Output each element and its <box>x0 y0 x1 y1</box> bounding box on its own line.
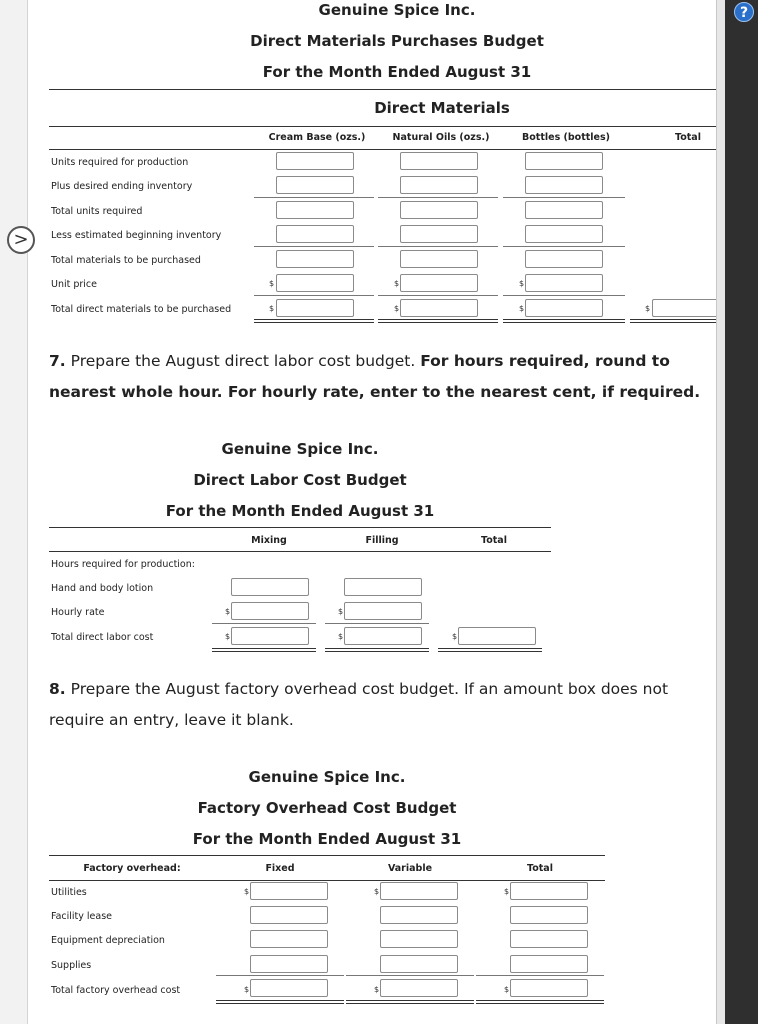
question-7-text: Prepare the August direct labor cost budget. <box>65 352 421 370</box>
row-desired-ending-inventory: Plus desired ending inventory <box>51 181 193 192</box>
filling-total-cost-input[interactable] <box>344 627 422 645</box>
labor-company-title: Genuine Spice Inc. <box>221 440 379 458</box>
cream-base-unit-price-input[interactable] <box>276 274 354 292</box>
overhead-budget-title: Factory Overhead Cost Budget <box>197 799 457 817</box>
cream-base-double-rule <box>254 319 374 323</box>
row-total-factory-overhead: Total factory overhead cost <box>51 985 181 996</box>
labor-grand-total-dollar: $ <box>452 632 458 641</box>
natural-oils-subtotal-rule-2 <box>378 246 498 247</box>
total-equipment-depreciation-input[interactable] <box>510 930 588 948</box>
natural-oils-total-units-input[interactable] <box>400 201 478 219</box>
bottles-unit-price-input[interactable] <box>525 274 603 292</box>
col-overhead-total: Total <box>527 863 553 874</box>
filling-double-rule <box>325 648 429 652</box>
row-hours-required: Hours required for production: <box>51 559 195 570</box>
cream-base-beginning-inventory-input[interactable] <box>276 225 354 243</box>
col-mixing: Mixing <box>251 535 287 546</box>
left-frame <box>0 0 28 1024</box>
overhead-grand-total-input[interactable] <box>510 979 588 997</box>
row-total-direct-labor: Total direct labor cost <box>51 632 154 643</box>
bottles-total-dollar: $ <box>519 304 525 313</box>
fixed-total-dollar: $ <box>244 985 250 994</box>
mixing-hourly-rate-input[interactable] <box>231 602 309 620</box>
overhead-grand-total-dollar: $ <box>504 985 510 994</box>
bottles-subtotal-rule-2 <box>503 246 625 247</box>
variable-equipment-depreciation-input[interactable] <box>380 930 458 948</box>
variable-double-rule <box>346 1000 474 1004</box>
direct-materials-group-header: Direct Materials <box>374 99 510 117</box>
natural-oils-unit-price-input[interactable] <box>400 274 478 292</box>
natural-oils-total-dollar: $ <box>394 304 400 313</box>
overhead-columns-rule <box>49 880 605 881</box>
materials-budget-title: Direct Materials Purchases Budget <box>250 32 544 50</box>
labor-columns-rule <box>49 551 551 552</box>
labor-grand-total-input[interactable] <box>458 627 536 645</box>
fixed-equipment-depreciation-input[interactable] <box>250 930 328 948</box>
variable-total-dollar: $ <box>374 985 380 994</box>
grand-total-double-rule <box>630 319 716 323</box>
col-cream-base: Cream Base (ozs.) <box>268 132 366 143</box>
cream-base-subtotal-rule-2 <box>254 246 374 247</box>
variable-utilities-dollar: $ <box>374 887 380 896</box>
cream-base-units-required-input[interactable] <box>276 152 354 170</box>
cream-base-unit-price-dollar: $ <box>269 279 275 288</box>
bottles-unit-price-dollar: $ <box>519 279 525 288</box>
natural-oils-ending-inventory-input[interactable] <box>400 176 478 194</box>
mixing-total-dollar: $ <box>225 632 231 641</box>
labor-budget-title: Direct Labor Cost Budget <box>193 471 407 489</box>
row-total-units-required: Total units required <box>51 206 143 217</box>
mixing-total-rule <box>212 623 316 624</box>
natural-oils-materials-purchased-input[interactable] <box>400 250 478 268</box>
labor-grand-total-double-rule <box>438 648 542 652</box>
fixed-facility-lease-input[interactable] <box>250 906 328 924</box>
mixing-double-rule <box>212 648 316 652</box>
materials-top-rule <box>49 89 716 90</box>
total-utilities-dollar: $ <box>504 887 510 896</box>
materials-company-title: Genuine Spice Inc. <box>318 1 476 19</box>
question-7-instructions <box>49 346 709 408</box>
fixed-double-rule <box>216 1000 344 1004</box>
col-total: Total <box>675 132 701 143</box>
total-utilities-input[interactable] <box>510 882 588 900</box>
filling-total-rule <box>325 623 429 624</box>
row-total-direct-materials: Total direct materials to be purchased <box>51 304 232 315</box>
cream-base-total-units-input[interactable] <box>276 201 354 219</box>
materials-header-rule <box>49 126 716 127</box>
natural-oils-unit-price-dollar: $ <box>394 279 400 288</box>
materials-columns-rule <box>49 149 716 150</box>
fixed-supplies-input[interactable] <box>250 955 328 973</box>
col-factory-overhead: Factory overhead: <box>83 863 181 874</box>
row-unit-price: Unit price <box>51 279 98 290</box>
cream-base-ending-inventory-input[interactable] <box>276 176 354 194</box>
variable-utilities-input[interactable] <box>380 882 458 900</box>
bottles-beginning-inventory-input[interactable] <box>525 225 603 243</box>
question-8-instructions <box>49 674 709 736</box>
filling-rate-dollar: $ <box>338 607 344 616</box>
overhead-grand-total-double-rule <box>476 1000 604 1004</box>
labor-period-title: For the Month Ended August 31 <box>165 502 435 520</box>
row-beginning-inventory: Less estimated beginning inventory <box>51 230 222 241</box>
question-8-number: 8. <box>49 680 66 698</box>
bottles-units-required-input[interactable] <box>525 152 603 170</box>
bottles-ending-inventory-input[interactable] <box>525 176 603 194</box>
mixing-rate-dollar: $ <box>225 607 231 616</box>
filling-total-dollar: $ <box>338 632 344 641</box>
natural-oils-double-rule <box>378 319 498 323</box>
cream-base-total-rule <box>254 295 374 296</box>
row-materials-to-purchase: Total materials to be purchased <box>51 255 201 266</box>
materials-period-title: For the Month Ended August 31 <box>262 63 532 81</box>
col-natural-oils: Natural Oils (ozs.) <box>392 132 490 143</box>
col-labor-total: Total <box>481 535 507 546</box>
expand-panel-arrow-icon[interactable]: > <box>7 226 35 254</box>
question-7-rounding-note: For hours required, round to nearest whole hour. For hourly rate, enter to the nearest cent, if required. <box>49 352 701 401</box>
natural-oils-total-rule <box>378 295 498 296</box>
row-units-required: Units required for production <box>51 157 189 168</box>
overhead-grand-total-rule <box>476 975 604 976</box>
col-variable: Variable <box>387 863 433 874</box>
fixed-utilities-dollar: $ <box>244 887 250 896</box>
question-7-number: 7. <box>49 352 66 370</box>
natural-oils-beginning-inventory-input[interactable] <box>400 225 478 243</box>
overhead-company-title: Genuine Spice Inc. <box>248 768 406 786</box>
col-bottles: Bottles (bottles) <box>522 132 610 143</box>
row-utilities: Utilities <box>51 887 87 898</box>
bottles-materials-purchased-input[interactable] <box>525 250 603 268</box>
mixing-total-cost-input[interactable] <box>231 627 309 645</box>
scrollbar-track[interactable] <box>716 0 725 1024</box>
grand-total-materials-input[interactable] <box>652 299 716 317</box>
labor-top-rule <box>49 527 551 528</box>
natural-oils-total-purchased-input[interactable] <box>400 299 478 317</box>
total-facility-lease-input[interactable] <box>510 906 588 924</box>
row-hand-body-lotion: Hand and body lotion <box>51 583 154 594</box>
bottles-subtotal-rule <box>503 197 625 198</box>
question-8-text: Prepare the August factory overhead cost budget. If an amount box does not require an entry, leave it blank. <box>49 680 669 729</box>
overhead-top-rule <box>49 855 605 856</box>
variable-supplies-input[interactable] <box>380 955 458 973</box>
variable-total-rule <box>346 975 474 976</box>
cream-base-total-purchased-input[interactable] <box>276 299 354 317</box>
help-icon[interactable]: ? <box>734 2 754 22</box>
bottles-double-rule <box>503 319 625 323</box>
filling-hourly-rate-input[interactable] <box>344 602 422 620</box>
row-hourly-rate: Hourly rate <box>51 607 105 618</box>
fixed-total-rule <box>216 975 344 976</box>
total-supplies-input[interactable] <box>510 955 588 973</box>
col-filling: Filling <box>365 535 399 546</box>
grand-total-dollar: $ <box>645 304 651 313</box>
row-equipment-depreciation: Equipment depreciation <box>51 935 165 946</box>
natural-oils-units-required-input[interactable] <box>400 152 478 170</box>
cream-base-total-dollar: $ <box>269 304 275 313</box>
row-facility-lease: Facility lease <box>51 911 113 922</box>
filling-hours-input[interactable] <box>344 578 422 596</box>
col-fixed: Fixed <box>265 863 295 874</box>
fixed-total-input[interactable] <box>250 979 328 997</box>
variable-total-input[interactable] <box>380 979 458 997</box>
overhead-period-title: For the Month Ended August 31 <box>192 830 462 848</box>
fixed-utilities-input[interactable] <box>250 882 328 900</box>
cream-base-materials-purchased-input[interactable] <box>276 250 354 268</box>
variable-facility-lease-input[interactable] <box>380 906 458 924</box>
cream-base-subtotal-rule <box>254 197 374 198</box>
mixing-hours-input[interactable] <box>231 578 309 596</box>
natural-oils-subtotal-rule <box>378 197 498 198</box>
bottles-total-rule <box>503 295 625 296</box>
bottles-total-purchased-input[interactable] <box>525 299 603 317</box>
bottles-total-units-input[interactable] <box>525 201 603 219</box>
row-supplies: Supplies <box>51 960 92 971</box>
